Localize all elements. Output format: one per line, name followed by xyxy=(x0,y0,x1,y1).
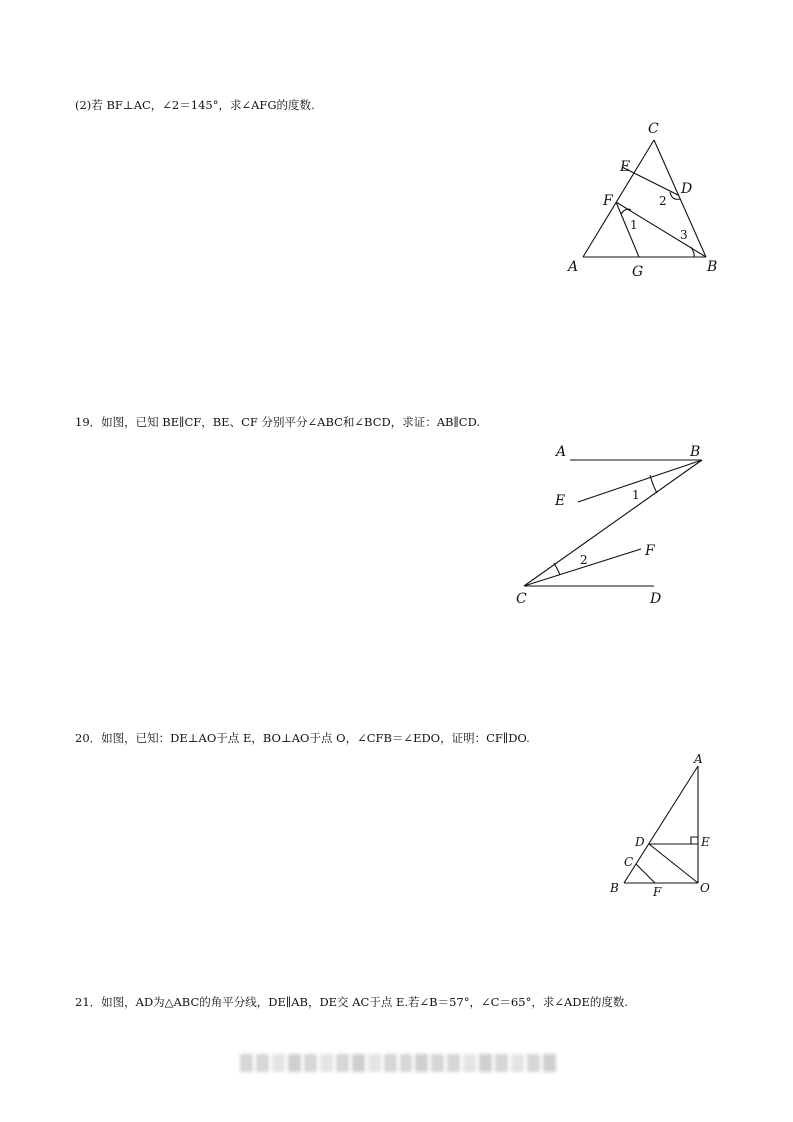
label-e: E xyxy=(555,493,566,509)
question-21: 21．如图，AD为△ABC的角平分线，DE∥AB，DE交 AC于点 E.若∠B＝57°，∠C＝65°，求∠ADE的度数. xyxy=(75,995,629,1009)
question-18-part-2: (2)若 BF⊥AC，∠2＝145°，求∠AFG的度数. xyxy=(75,98,315,112)
figure-right-triangle xyxy=(605,750,725,900)
label-d: D xyxy=(650,591,662,607)
label-b: B xyxy=(690,444,701,460)
blurred-footer-bar xyxy=(240,1054,556,1072)
label-o: O xyxy=(700,881,710,895)
label-d: D xyxy=(635,835,645,849)
question-20: 20．如图，已知：DE⊥AO于点 E，BO⊥AO于点 O，∠CFB＝∠EDO，证明：CF∥DO. xyxy=(75,731,530,745)
label-f: F xyxy=(645,543,655,559)
figure-triangle-abc xyxy=(560,115,730,285)
label-b: B xyxy=(610,881,619,895)
label-e: E xyxy=(620,159,631,175)
figure3-lines xyxy=(624,766,698,883)
angle-label-3: 3 xyxy=(680,228,688,242)
angle-label-2: 2 xyxy=(580,553,588,567)
label-a: A xyxy=(556,444,567,460)
angle-label-1: 1 xyxy=(632,488,640,502)
question-19: 19．如图，已知 BE∥CF，BE、CF 分别平分∠ABC和∠BCD，求证：AB∥CD. xyxy=(75,415,481,429)
label-d: D xyxy=(681,181,693,197)
angle-label-1: 1 xyxy=(630,218,638,232)
figure2-lines xyxy=(524,460,702,586)
label-f: F xyxy=(653,885,662,899)
label-f: F xyxy=(603,193,613,209)
label-c: C xyxy=(648,121,659,137)
figure-parallel-lines xyxy=(510,438,720,613)
label-a: A xyxy=(694,752,703,766)
label-g: G xyxy=(632,264,644,280)
label-c: C xyxy=(624,855,634,869)
label-c: C xyxy=(516,591,527,607)
angle-label-2: 2 xyxy=(659,194,667,208)
label-a: A xyxy=(568,259,579,275)
label-e: E xyxy=(701,835,710,849)
label-b: B xyxy=(707,259,718,275)
